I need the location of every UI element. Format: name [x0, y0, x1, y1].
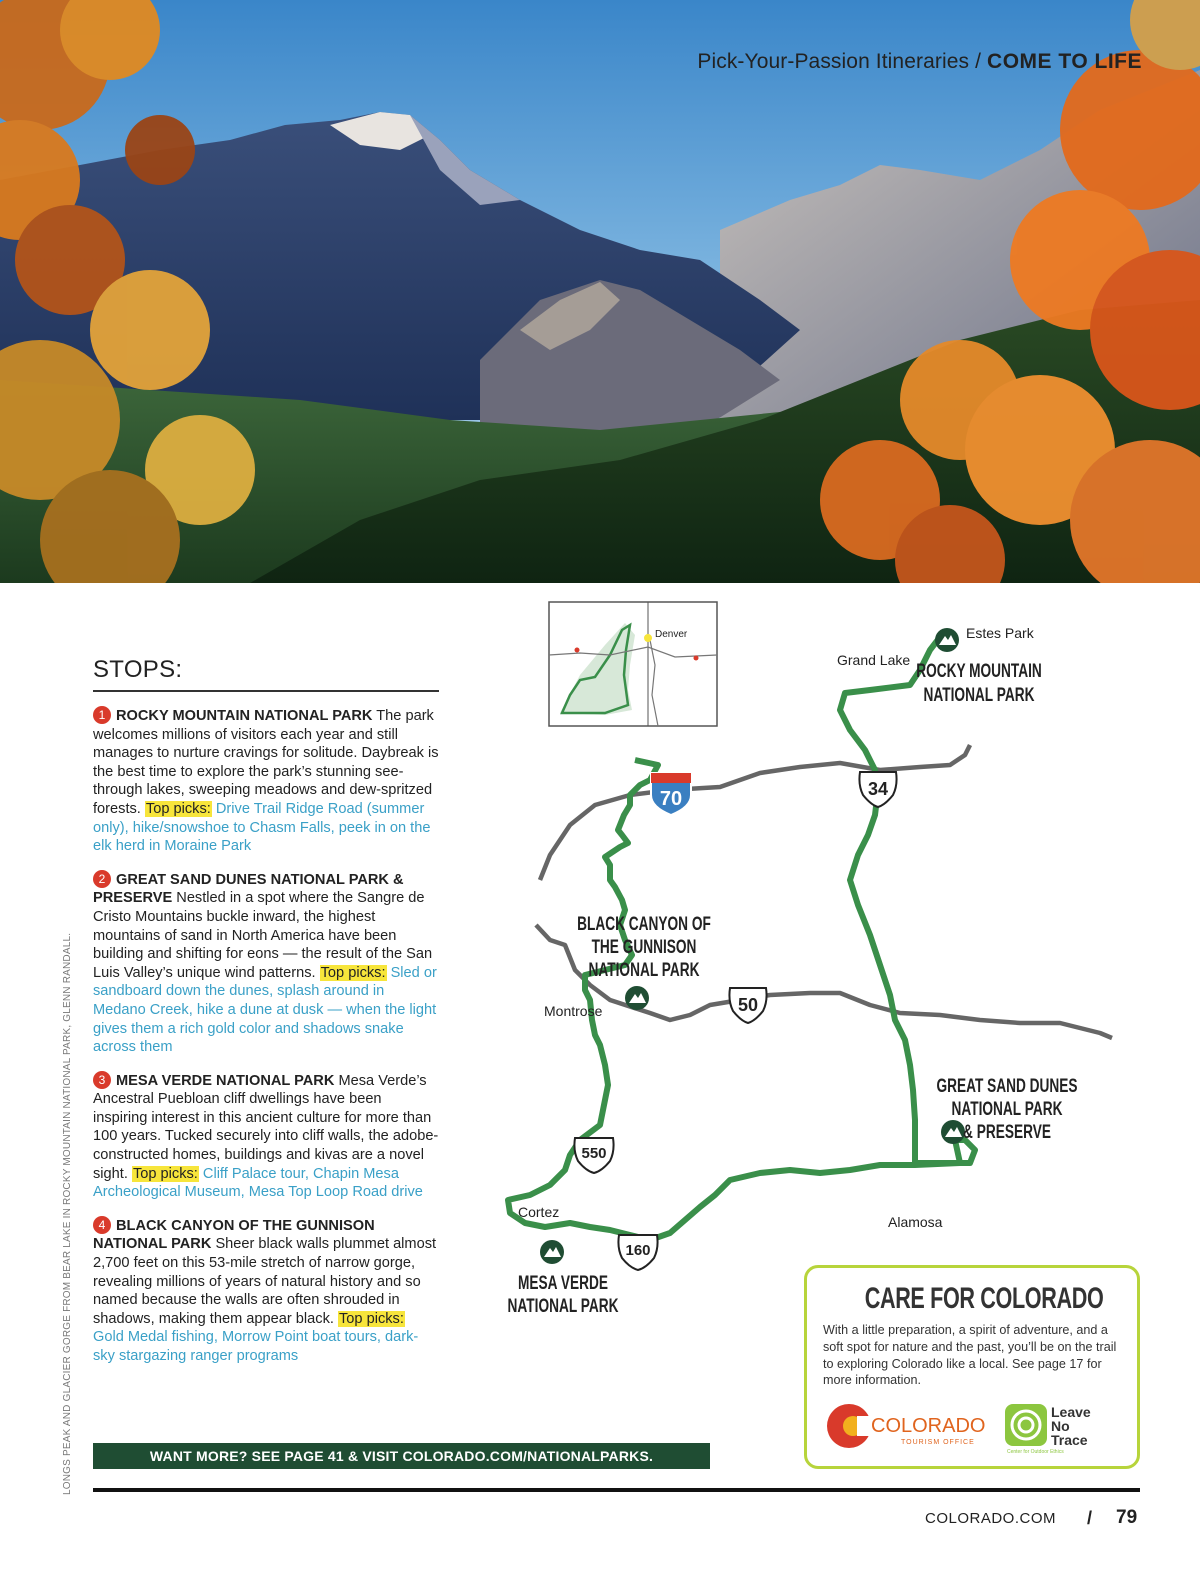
- page-number: 79: [1116, 1507, 1138, 1528]
- town-estes-park: Estes Park: [966, 625, 1034, 641]
- stop-number: 3: [93, 1071, 111, 1089]
- park-label-dunes-1: GREAT SAND DUNES: [936, 1074, 1078, 1097]
- town-alamosa: Alamosa: [888, 1214, 943, 1230]
- i70-label: 70: [659, 788, 683, 810]
- colorado-logo-sub: TOURISM OFFICE: [901, 1439, 975, 1446]
- us550-label: 550: [581, 1145, 607, 1162]
- us34-label: 34: [867, 779, 889, 799]
- mountain-landscape-image: [0, 0, 1200, 583]
- stop-body: Sheer black walls plummet almost 2,700 feet on this 53-mile stretch of narrow gorge, revealing millions of years of natural history and so named because the walls are often shrouded in shadows, making them appear black.: [93, 1236, 437, 1327]
- stop-name: MESA VERDE NATIONAL PARK: [116, 1072, 335, 1089]
- route-map-svg: [500, 595, 1140, 1355]
- stop-item: [93, 1071, 439, 1202]
- stop-name: GREAT SAND DUNES NATIONAL PARK & PRESERVE: [93, 871, 404, 907]
- town-montrose: Montrose: [544, 1003, 603, 1019]
- top-picks-label: Top picks:: [339, 1310, 404, 1327]
- stop-name: ROCKY MOUNTAIN NATIONAL PARK: [116, 708, 373, 724]
- top-picks-link[interactable]: Cliff Palace tour, Chapin Mesa Archeological Museum, Mesa Top Loop Road drive: [93, 1165, 423, 1201]
- us50-label: 50: [737, 995, 759, 1015]
- great-sand-dunes-marker[interactable]: [941, 1120, 965, 1144]
- stop-number: 4: [93, 1216, 111, 1234]
- header-title: [697, 50, 1142, 74]
- section-name: Pick-Your-Passion Itineraries: [697, 50, 970, 73]
- park-label-rocky-1: ROCKY MOUNTAIN: [916, 659, 1042, 682]
- partner-logos: [823, 1398, 1123, 1454]
- park-label-black-2: THE GUNNISON: [591, 935, 697, 958]
- stop-name: BLACK CANYON OF THE GUNNISON NATIONAL PARK: [93, 1217, 375, 1253]
- stop-body: Mesa Verde’s Ancestral Puebloan cliff dwellings have been inspiring interest in this ancient culture for more than 100 years. Tucked securely into cliff walls, the adobe-constructed homes, buildings and kivas are a novel sight.: [93, 1072, 439, 1182]
- footer-site[interactable]: COLORADO.COM: [925, 1510, 1057, 1527]
- lnt-line-1: Leave: [1051, 1404, 1091, 1420]
- stop-item: [93, 1216, 439, 1366]
- us550-shield: [574, 1138, 613, 1173]
- park-label-rocky-2: NATIONAL PARK: [923, 683, 1035, 706]
- stops-column: [93, 656, 439, 1366]
- leave-no-trace-logo[interactable]: [1005, 1404, 1091, 1454]
- stop-item: [93, 870, 439, 1057]
- us160-label: 160: [625, 1242, 651, 1259]
- top-picks-link[interactable]: Gold Medal fishing, Morrow Point boat tours, dark-sky stargazing ranger programs: [93, 1329, 419, 1364]
- care-title: CARE FOR COLORADO: [864, 1282, 1104, 1315]
- hero-photo: [0, 0, 1200, 583]
- footer-separator: /: [1087, 1508, 1093, 1528]
- lnt-line-2: No: [1051, 1418, 1070, 1434]
- park-label-dunes-3: & PRESERVE: [963, 1120, 1051, 1143]
- stop-number: 2: [93, 870, 111, 888]
- feature-title: COME TO LIFE: [987, 50, 1142, 73]
- care-body: With a little preparation, a spirit of adventure, and a soft spot for nature and the past, you’ll be on the trail to exploring Colorado like a local. See page 17 for more information.: [823, 1323, 1117, 1388]
- colorado-logo-text: COLORADO: [871, 1415, 986, 1437]
- lnt-line-3: Trace: [1051, 1432, 1088, 1448]
- inset-city-label: Denver: [655, 629, 688, 640]
- stop-number: 1: [93, 706, 111, 724]
- lnt-sub: Center for Outdoor Ethics: [1007, 1449, 1064, 1454]
- footer-rule: [93, 1488, 1140, 1492]
- town-grand-lake: Grand Lake: [837, 652, 911, 668]
- park-label-dunes-2: NATIONAL PARK: [951, 1097, 1063, 1120]
- want-more-banner[interactable]: WANT MORE? SEE PAGE 41 & VISIT COLORADO.COM/NATIONALPARKS.: [93, 1443, 710, 1469]
- colorado-tourism-logo[interactable]: [827, 1404, 985, 1448]
- top-picks-label: Top picks:: [132, 1165, 198, 1182]
- town-cortez: Cortez: [518, 1204, 560, 1220]
- us34-shield: [859, 772, 896, 807]
- top-picks-label: Top picks:: [145, 800, 211, 817]
- interstate-70-shield: [651, 773, 691, 815]
- park-label-black-1: BLACK CANYON OF: [577, 912, 711, 935]
- photo-credit: LONGS PEAK AND GLACIER GORGE FROM BEAR LAKE IN ROCKY MOUNTAIN NATIONAL PARK, GLENN RANDALL.: [62, 932, 73, 1495]
- stops-heading: STOPS:: [93, 656, 439, 692]
- us50-shield: [729, 988, 766, 1023]
- stop-body: Nestled in a spot where the Sangre de Cristo Mountains buckle inward, the highest mountains of sand in North America have been building and shifting for eons — the result of the San Luis Valley’s unique wind patterns.: [93, 890, 433, 981]
- header-separator: /: [975, 50, 982, 73]
- mesa-verde-marker[interactable]: [540, 1240, 564, 1264]
- stop-item: [93, 706, 439, 856]
- us160-shield: [618, 1235, 657, 1270]
- route-map: [500, 595, 1140, 1355]
- rocky-mountain-marker[interactable]: [935, 628, 959, 652]
- park-label-black-3: NATIONAL PARK: [588, 958, 700, 981]
- black-canyon-marker[interactable]: [625, 986, 649, 1010]
- park-label-mesa-1: MESA VERDE: [518, 1271, 608, 1294]
- top-picks-link[interactable]: Sled or sandboard down the dunes, splash around in Medano Creek, hike a dune at dusk — when the light gives them a rich gold color and shadows snake across them: [93, 964, 437, 1056]
- top-picks-link[interactable]: Drive Trail Ridge Road (summer only), hike/snowshoe to Chasm Falls, peek in on the elk herd in Moraine Park: [93, 800, 431, 855]
- park-label-mesa-2: NATIONAL PARK: [507, 1294, 619, 1317]
- care-for-colorado-box: [804, 1265, 1140, 1469]
- top-picks-label: Top picks:: [320, 964, 386, 981]
- stop-body: The park welcomes millions of visitors each year and still manages to nurture cravings for solitude. Daybreak is the best time to explore the park’s stunning see-through lakes, sweeping meadows and dew-spritzed forests.: [93, 708, 439, 817]
- inset-map: [549, 602, 717, 726]
